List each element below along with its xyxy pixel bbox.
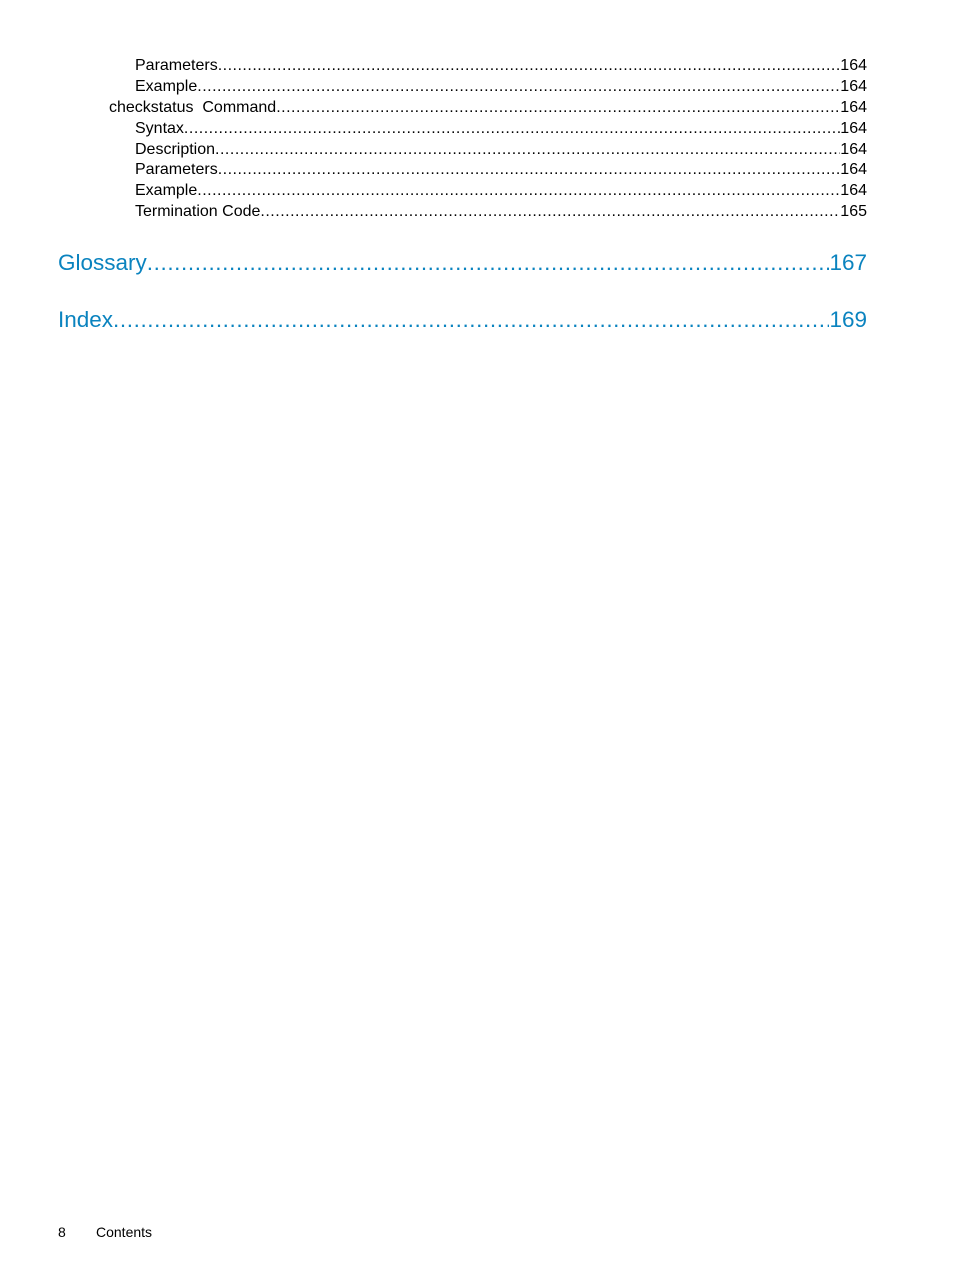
toc-entry-page: 164 xyxy=(840,161,867,179)
toc-entry-title: Index xyxy=(58,307,114,332)
toc-entry-title: Example xyxy=(135,182,198,200)
toc-subsection-list xyxy=(0,56,954,223)
toc-dot-leader xyxy=(147,249,830,277)
toc-entry-page: 164 xyxy=(840,77,867,95)
toc-dot-leader xyxy=(276,98,840,119)
toc-entry-title: checkstatus Command xyxy=(109,98,277,116)
toc-dot-leader xyxy=(197,77,840,98)
toc-entry-title: Syntax xyxy=(135,119,184,137)
toc-dot-leader xyxy=(184,119,840,140)
toc-entry-example[interactable] xyxy=(135,181,867,202)
toc-entry-description[interactable] xyxy=(135,140,867,161)
toc-entry-page: 164 xyxy=(840,119,867,137)
toc-entry-title: Parameters xyxy=(135,161,218,179)
toc-entry-parameters[interactable] xyxy=(135,56,867,77)
toc-entry-glossary[interactable] xyxy=(58,249,867,277)
footer-section-title: Contents xyxy=(96,1224,153,1240)
toc-dot-leader xyxy=(218,56,841,77)
toc-dot-leader xyxy=(215,140,840,161)
toc-entry-page: 165 xyxy=(840,203,867,221)
toc-dot-leader xyxy=(113,306,829,334)
toc-entry-page: 164 xyxy=(840,182,867,200)
toc-entry-index[interactable] xyxy=(58,306,867,334)
page-footer xyxy=(58,1222,152,1242)
toc-dot-leader xyxy=(260,202,840,223)
toc-entry-page: 167 xyxy=(829,250,867,275)
toc-entry-page: 169 xyxy=(829,307,867,332)
toc-dot-leader xyxy=(218,160,841,181)
toc-entry-page: 164 xyxy=(840,57,867,74)
toc-entry-title: Termination Code xyxy=(135,203,261,221)
toc-entry-parameters[interactable] xyxy=(135,160,867,181)
toc-entry-title: Example xyxy=(135,77,198,95)
toc-entry-termination-code[interactable] xyxy=(135,202,867,223)
toc-entry-syntax[interactable] xyxy=(135,119,867,140)
toc-dot-leader xyxy=(197,181,840,202)
toc-entry-title: Description xyxy=(135,140,216,158)
footer-page-number: 8 xyxy=(58,1224,66,1240)
toc-entry-title: Glossary xyxy=(58,250,147,275)
toc-entry-title: Parameters xyxy=(135,57,218,74)
toc-entry-page: 164 xyxy=(840,140,867,158)
toc-entry-example[interactable] xyxy=(135,77,867,98)
toc-entry-checkstatus-command[interactable] xyxy=(109,98,867,119)
toc-entry-page: 164 xyxy=(840,98,867,116)
